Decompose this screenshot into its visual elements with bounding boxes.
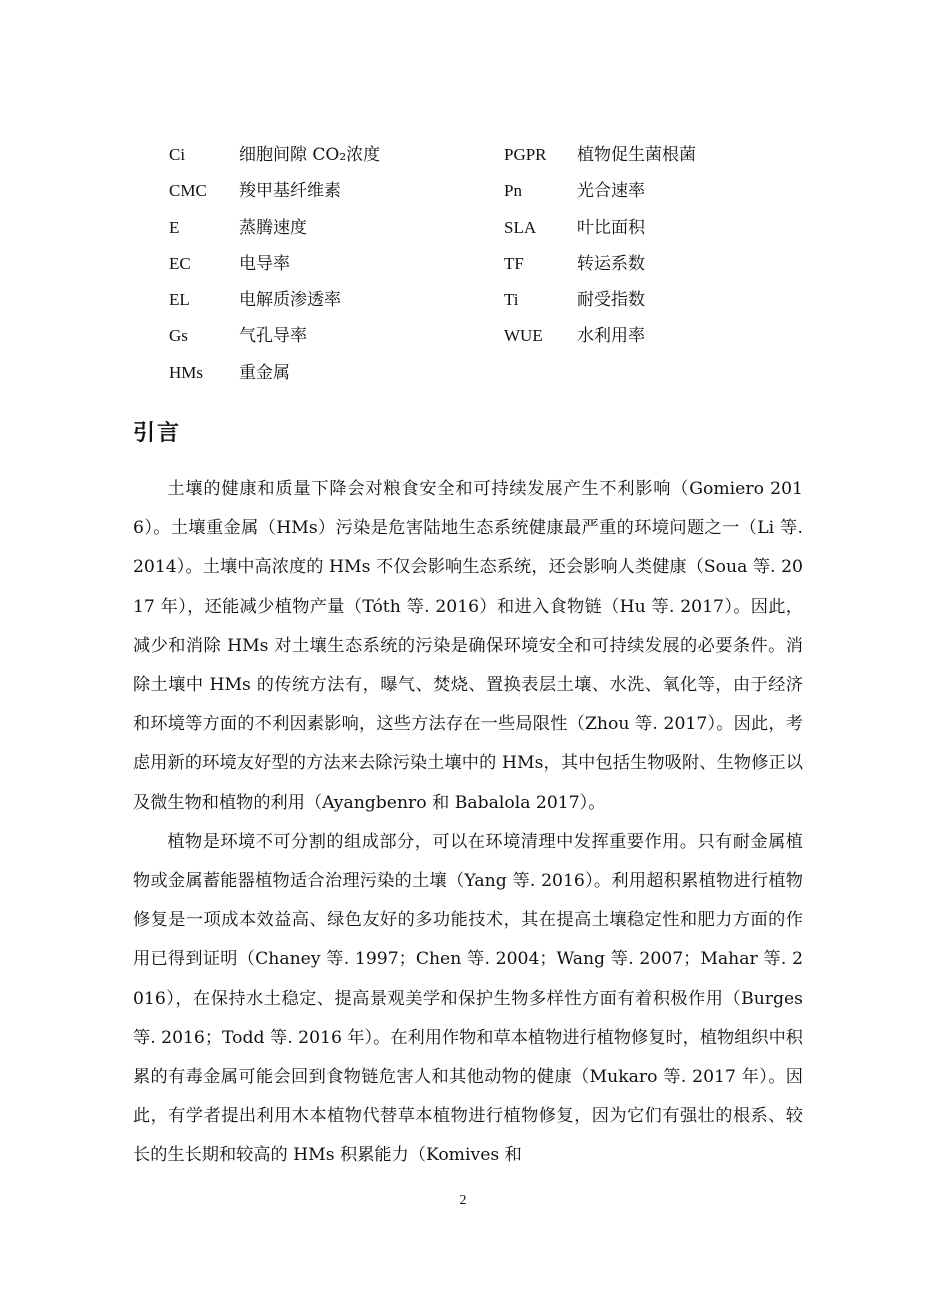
- abbr-desc: 气孔导率: [239, 326, 307, 347]
- abbr-code: Ci: [169, 145, 186, 164]
- abbr-desc: 电解质渗透率: [239, 290, 341, 311]
- paragraph: 植物是环境不可分割的组成部分，可以在环境清理中发挥重要作用。只有耐金属植物或金属蓄能器植物适合治理污染的土壤（Yang 等. 2016）。利用超积累植物进行植物修复是一项成本效益高、绿色友好的多功能技术，其在提高土壤稳定性和肥力方面的作用已得到证明（Chaney 等. 1997；Chen 等. 2004；Wang 等. 2007；Mahar 等. 2016），在保持水土稳定、提高景观美学和保护生物多样性方面有着积极作用（Burges 等. 2016；Todd 等. 2016 年）。在利用作物和草本植物进行植物修复时，植物组织中积累的有毒金属可能会回到食物链危害人和其他动物的健康（Mukaro 等. 2017 年）。因此，有学者提出利用木本植物代替草本植物进行植物修复，因为它们有强壮的根系、较长的生长期和较高的 HMs 积累能力（Komives 和: [133, 831, 803, 1166]
- abbreviation-row: [169, 175, 789, 211]
- abbreviation-row: [169, 139, 789, 175]
- abbreviation-row: [169, 212, 789, 248]
- abbr-code: SLA: [504, 217, 537, 237]
- abbr-code: Ti: [504, 290, 519, 310]
- abbreviation-list: [169, 139, 789, 393]
- abbr-code: EL: [169, 290, 190, 310]
- abbr-code: Pn: [504, 181, 522, 201]
- abbr-desc: 转运系数: [577, 253, 645, 274]
- abbr-code: EC: [169, 253, 191, 273]
- abbreviation-row: [169, 248, 789, 284]
- abbr-desc: 耐受指数: [577, 290, 645, 311]
- body-text: [133, 470, 803, 1176]
- page-number: 2: [459, 1193, 467, 1208]
- abbr-desc: 细胞间隙 CO₂浓度: [239, 145, 381, 165]
- abbr-desc: 羧甲基纤维素: [239, 181, 341, 202]
- paragraph: 土壤的健康和质量下降会对粮食安全和可持续发展产生不利影响（Gomiero 2016）。土壤重金属（HMs）污染是危害陆地生态系统健康最严重的环境问题之一（Li 等. 2014）。土壤中高浓度的 HMs 不仅会影响生态系统，还会影响人类健康（Soua 等. 2017 年），还能减少植物产量（Tóth 等. 2016）和进入食物链（Hu 等. 2017）。因此，减少和消除 HMs 对土壤生态系统的污染是确保环境安全和可持续发展的必要条件。消除土壤中 HMs 的传统方法有，曝气、焚烧、置换表层土壤、水洗、氧化等，由于经济和环境等方面的不利因素影响，这些方法存在一些局限性（Zhou 等. 2017）。因此，考虑用新的环境友好型的方法来去除污染土壤中的 HMs，其中包括生物吸附、生物修正以及微生物和植物的利用（Ayangbenro 和 Babalola 2017）。: [133, 479, 803, 813]
- abbreviation-row: [169, 284, 789, 320]
- section-heading: 引言: [133, 421, 182, 446]
- abbr-desc: 植物促生菌根菌: [577, 145, 696, 165]
- abbr-desc: 重金属: [239, 362, 290, 383]
- abbr-code: TF: [504, 253, 524, 273]
- abbr-code: CMC: [169, 181, 207, 201]
- abbr-desc: 电导率: [239, 253, 290, 274]
- abbr-desc: 叶比面积: [577, 217, 645, 238]
- abbr-code: HMs: [169, 362, 204, 382]
- abbr-code: Gs: [169, 326, 188, 346]
- abbreviation-row: [169, 357, 789, 393]
- abbr-code: WUE: [504, 326, 543, 346]
- abbr-desc: 水利用率: [577, 326, 645, 347]
- abbr-desc: 光合速率: [577, 181, 645, 202]
- abbr-code: PGPR: [504, 145, 547, 164]
- abbreviation-row: [169, 320, 789, 356]
- abbr-code: E: [169, 217, 180, 237]
- abbr-desc: 蒸腾速度: [239, 217, 307, 238]
